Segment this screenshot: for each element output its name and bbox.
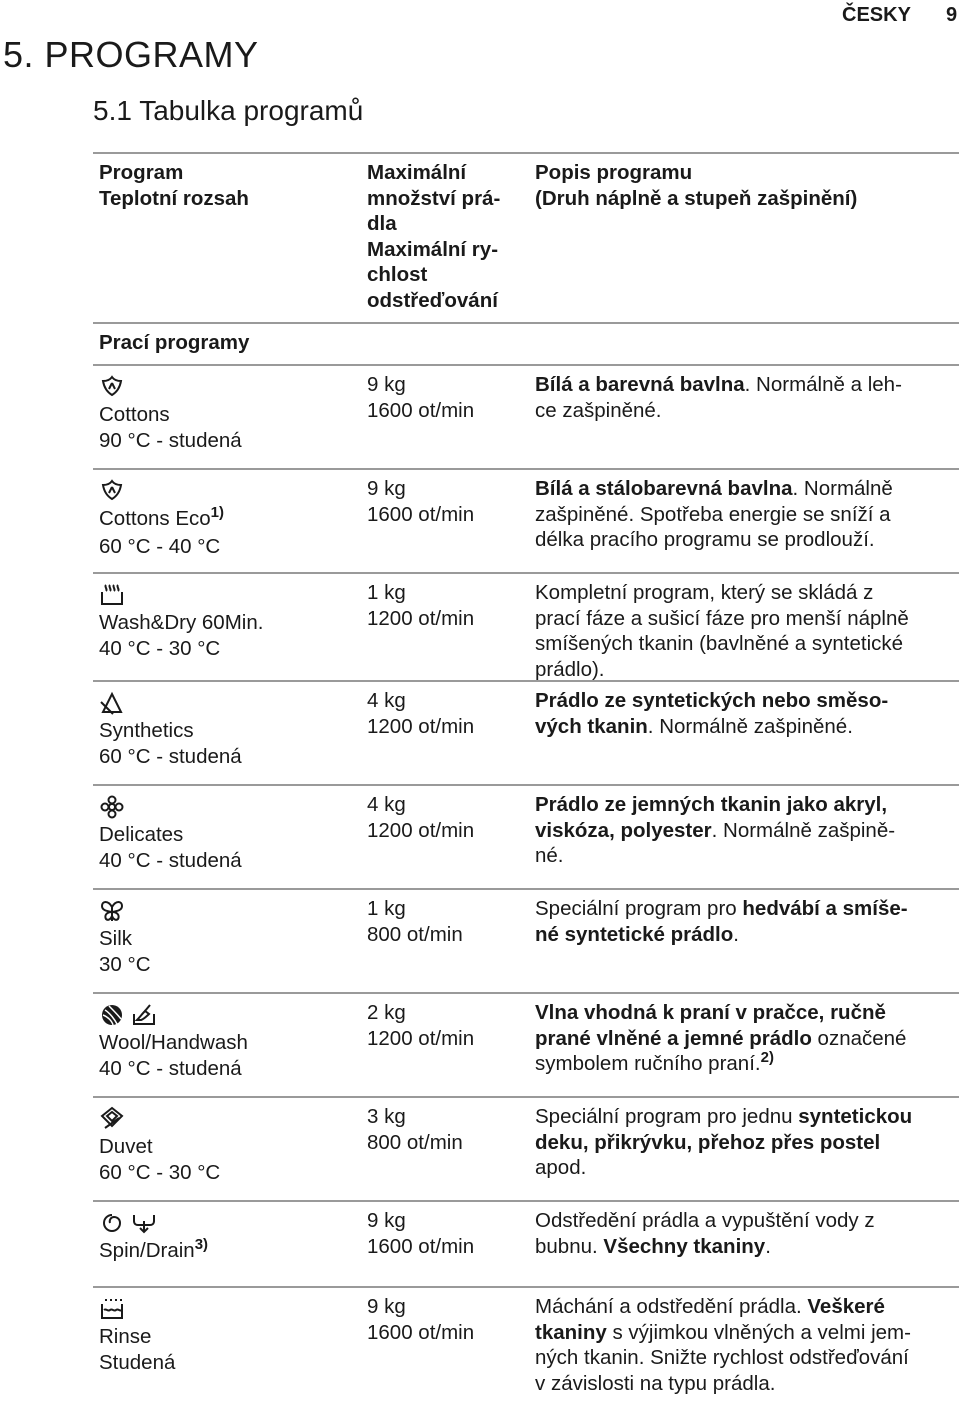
load-speed-cell [361, 786, 529, 888]
load-speed-cell [361, 890, 529, 992]
max-load: 1 kg [367, 581, 406, 604]
program-name [99, 822, 361, 848]
description-cell [529, 1288, 959, 1398]
max-load: 2 kg [367, 1001, 406, 1024]
description-text: označené [811, 1026, 907, 1050]
description-text: v závislosti na typu prádla. [535, 1371, 776, 1395]
table-header-row [93, 154, 959, 324]
description-text: bubnu. [535, 1234, 604, 1258]
description-line [535, 843, 959, 869]
description-text: délka pracího programu se prodlouží. [535, 528, 875, 551]
description-text: . Normálně [792, 477, 893, 500]
description-line [535, 1320, 959, 1346]
description-line [535, 1208, 959, 1234]
description-line [535, 922, 959, 948]
max-load: 9 kg [367, 477, 406, 500]
program-name-text: Duvet [99, 1135, 153, 1158]
description-line [535, 502, 959, 528]
program-cell [93, 994, 361, 1096]
table-row [93, 574, 959, 682]
description-text: hedvábí a smíše- [742, 897, 908, 920]
program-cell [93, 682, 361, 784]
load-speed-cell [361, 682, 529, 784]
program-icons [99, 476, 361, 506]
delicates-flower-icon [99, 794, 125, 820]
description-text: apod. [535, 1156, 587, 1179]
description-text: deku, přikrývku, přehoz přes postel [535, 1130, 881, 1154]
description-cell [529, 786, 959, 888]
spin-icon [99, 1210, 125, 1236]
description-line [535, 896, 959, 922]
program-cell [93, 890, 361, 992]
description-line [535, 1371, 959, 1397]
max-load: 3 kg [367, 1105, 406, 1128]
max-spin-speed: 1600 ot/min [367, 398, 475, 422]
description-line [535, 631, 959, 657]
description-text: . [765, 1234, 771, 1258]
program-cell [93, 786, 361, 888]
description-line [535, 818, 959, 844]
description-text: Veškeré [807, 1295, 885, 1318]
description-text: ce zašpiněné. [535, 398, 662, 422]
description-text: syntetickou [798, 1105, 913, 1128]
table-row [93, 786, 959, 890]
header-text: množství prá- [367, 186, 501, 210]
description-cell [529, 1098, 959, 1200]
description-line [535, 606, 959, 632]
load-speed-cell [361, 994, 529, 1096]
description-text: zašpiněné. Spotřeba energie se sníží a [535, 502, 891, 526]
cotton-flower-icon [99, 478, 125, 504]
load-speed-cell [361, 1288, 529, 1398]
program-cell [93, 1288, 361, 1398]
table-row [93, 366, 959, 470]
description-text: Speciální program pro [535, 897, 743, 920]
duvet-icon [99, 1106, 125, 1132]
footnote-marker: 1) [210, 504, 225, 521]
table-row [93, 1288, 959, 1398]
description-text: s výjimkou vlněných a velmi jem- [606, 1320, 911, 1344]
header-load-speed [361, 154, 529, 322]
max-spin-speed: 800 ot/min [367, 1130, 463, 1154]
description-text: symbolem ručního praní. [535, 1052, 761, 1075]
max-spin-speed: 1200 ot/min [367, 1026, 475, 1050]
description-text: . Normálně a leh- [744, 373, 902, 396]
description-cell [529, 890, 959, 992]
description-line [535, 1000, 959, 1026]
description-text: smíšených tkanin (bavlněné a syntetické [535, 632, 904, 655]
group-label: Prací programy [99, 331, 250, 354]
program-name-text: Cottons [99, 403, 170, 426]
load-speed-cell [361, 1098, 529, 1200]
max-spin-speed: 1200 ot/min [367, 714, 475, 738]
max-spin-speed: 1200 ot/min [367, 606, 475, 630]
temperature-range: 40 °C - studená [99, 1056, 242, 1080]
temperature-range: 60 °C - 30 °C [99, 1160, 221, 1184]
program-name [99, 926, 361, 952]
temperature-range: 40 °C - studená [99, 848, 242, 872]
program-icons [99, 792, 361, 822]
description-line [535, 1130, 959, 1156]
description-line [535, 688, 959, 714]
max-load: 9 kg [367, 1295, 406, 1318]
description-text: ných tkanin. Snižte rychlost odstřeďování [535, 1346, 909, 1369]
table-row [93, 682, 959, 786]
program-icons [99, 896, 361, 926]
chapter-title: 5. PROGRAMY [3, 34, 259, 75]
description-line [535, 792, 959, 818]
temperature-range: 90 °C - studená [99, 428, 242, 452]
max-load: 1 kg [367, 897, 406, 920]
description-text: Bílá a barevná bavlna [535, 373, 745, 396]
description-text: vých tkanin [535, 714, 648, 738]
section-title: 5.1 Tabulka programů [93, 95, 364, 126]
program-name-text: Wool/Handwash [99, 1031, 248, 1054]
description-text: Odstředění prádla a vypuštění vody z [535, 1209, 875, 1232]
header-text: Maximální [367, 161, 467, 184]
header-program [93, 154, 361, 322]
program-cell [93, 366, 361, 468]
max-load: 4 kg [367, 793, 406, 816]
program-name [99, 1134, 361, 1160]
header-text: Maximální ry- [367, 237, 499, 261]
load-speed-cell [361, 574, 529, 680]
temperature-range: Studená [99, 1350, 176, 1374]
program-name [99, 610, 361, 636]
table-row [93, 890, 959, 994]
header-text: odstřeďování [367, 288, 498, 312]
description-line [535, 1155, 959, 1181]
description-line [535, 1234, 959, 1260]
description-line [535, 476, 959, 502]
program-cell [93, 470, 361, 572]
program-icons [99, 372, 361, 402]
description-cell [529, 366, 959, 468]
handwash-icon [131, 1002, 157, 1028]
program-cell [93, 1098, 361, 1200]
description-text: né syntetické prádlo [535, 922, 734, 946]
max-load: 9 kg [367, 373, 406, 396]
description-line [535, 1026, 959, 1052]
program-icons [99, 688, 361, 718]
load-speed-cell [361, 1202, 529, 1286]
max-load: 4 kg [367, 689, 406, 712]
description-line [535, 398, 959, 424]
description-text: Máchání a odstředění prádla. [535, 1295, 808, 1318]
program-icons [99, 1294, 361, 1324]
temperature-range: 60 °C - 40 °C [99, 534, 221, 558]
program-name-text: Wash&Dry 60Min. [99, 611, 264, 634]
description-line [535, 1104, 959, 1130]
footnote-marker: 2) [760, 1049, 774, 1066]
program-name [99, 402, 361, 428]
max-spin-speed: 1200 ot/min [367, 818, 475, 842]
table-row [93, 470, 959, 574]
description-text: né. [535, 844, 564, 867]
table-row [93, 994, 959, 1098]
program-name [99, 506, 361, 534]
description-text: prané vlněné a jemné prádlo [535, 1026, 812, 1050]
description-line [535, 1051, 959, 1079]
description-line [535, 657, 959, 683]
header-text: Program [99, 161, 184, 184]
max-spin-speed: 1600 ot/min [367, 502, 475, 526]
program-name-text: Cottons Eco [99, 507, 211, 530]
drain-icon [131, 1210, 157, 1236]
header-text: Teplotní rozsah [99, 186, 249, 210]
description-text: Vlna vhodná k praní v pračce, ručně [535, 1001, 886, 1024]
temperature-range: 40 °C - 30 °C [99, 636, 221, 660]
temperature-range: 60 °C - studená [99, 744, 242, 768]
header-text: Popis programu [535, 161, 693, 184]
language-label: ČESKY [842, 4, 911, 26]
description-line [535, 1345, 959, 1371]
program-name-text: Rinse [99, 1325, 152, 1348]
program-name [99, 1030, 361, 1056]
description-text: viskóza, polyester [535, 818, 712, 842]
description-line [535, 372, 959, 398]
description-text: . Normálně zašpiněné. [647, 714, 853, 738]
wool-ball-icon [99, 1002, 125, 1028]
description-text: prádlo). [535, 657, 605, 681]
description-text: Prádlo ze jemných tkanin jako akryl, [535, 793, 888, 816]
header-description [529, 154, 959, 322]
program-name-text: Synthetics [99, 719, 194, 742]
description-line [535, 580, 959, 606]
max-spin-speed: 1600 ot/min [367, 1234, 475, 1258]
program-name [99, 1324, 361, 1350]
wash-dry-icon [99, 582, 125, 608]
program-name-text: Silk [99, 927, 133, 950]
description-text: Bílá a stálobarevná bavlna [535, 477, 793, 500]
program-name [99, 718, 361, 744]
header-text: dla [367, 212, 397, 235]
program-cell [93, 1202, 361, 1286]
program-icons [99, 1208, 361, 1238]
synthetics-triangle-icon [99, 690, 125, 716]
program-icons [99, 1104, 361, 1134]
description-text: . Normálně zašpině- [711, 818, 896, 842]
group-row [93, 324, 959, 366]
footnote-marker: 3) [194, 1236, 209, 1253]
description-cell [529, 470, 959, 572]
program-name-text: Spin/Drain [99, 1239, 195, 1262]
page-number: 9 [946, 4, 958, 26]
load-speed-cell [361, 470, 529, 572]
header-text: chlost [367, 263, 428, 286]
max-load: 9 kg [367, 1209, 406, 1232]
table-row [93, 1202, 959, 1288]
description-cell [529, 994, 959, 1096]
program-name-text: Delicates [99, 823, 184, 846]
description-line [535, 714, 959, 740]
program-icons [99, 580, 361, 610]
table-row [93, 1098, 959, 1202]
program-icons [99, 1000, 361, 1030]
header-text: (Druh náplně a stupeň zašpinění) [535, 186, 858, 210]
program-cell [93, 574, 361, 680]
silk-butterfly-icon [99, 898, 125, 924]
program-name [99, 1238, 361, 1266]
description-cell [529, 682, 959, 784]
description-text: Všechny tkaniny [603, 1234, 766, 1258]
max-spin-speed: 1600 ot/min [367, 1320, 475, 1344]
description-cell [529, 1202, 959, 1286]
group-label-cell [93, 324, 959, 364]
description-text: tkaniny [535, 1320, 607, 1344]
description-cell [529, 574, 959, 680]
description-text: prací fáze a sušicí fáze pro menší náplně [535, 606, 909, 630]
program-table [93, 152, 959, 1398]
cotton-flower-icon [99, 374, 125, 400]
temperature-range: 30 °C [99, 952, 151, 976]
description-text: Kompletní program, který se skládá z [535, 581, 874, 604]
load-speed-cell [361, 366, 529, 468]
rinse-icon [99, 1296, 125, 1322]
description-text: Speciální program pro jednu [535, 1105, 799, 1128]
description-text: Prádlo ze syntetických nebo směso- [535, 689, 889, 712]
max-spin-speed: 800 ot/min [367, 922, 463, 946]
description-line [535, 1294, 959, 1320]
description-text: . [733, 922, 739, 946]
description-line [535, 527, 959, 553]
